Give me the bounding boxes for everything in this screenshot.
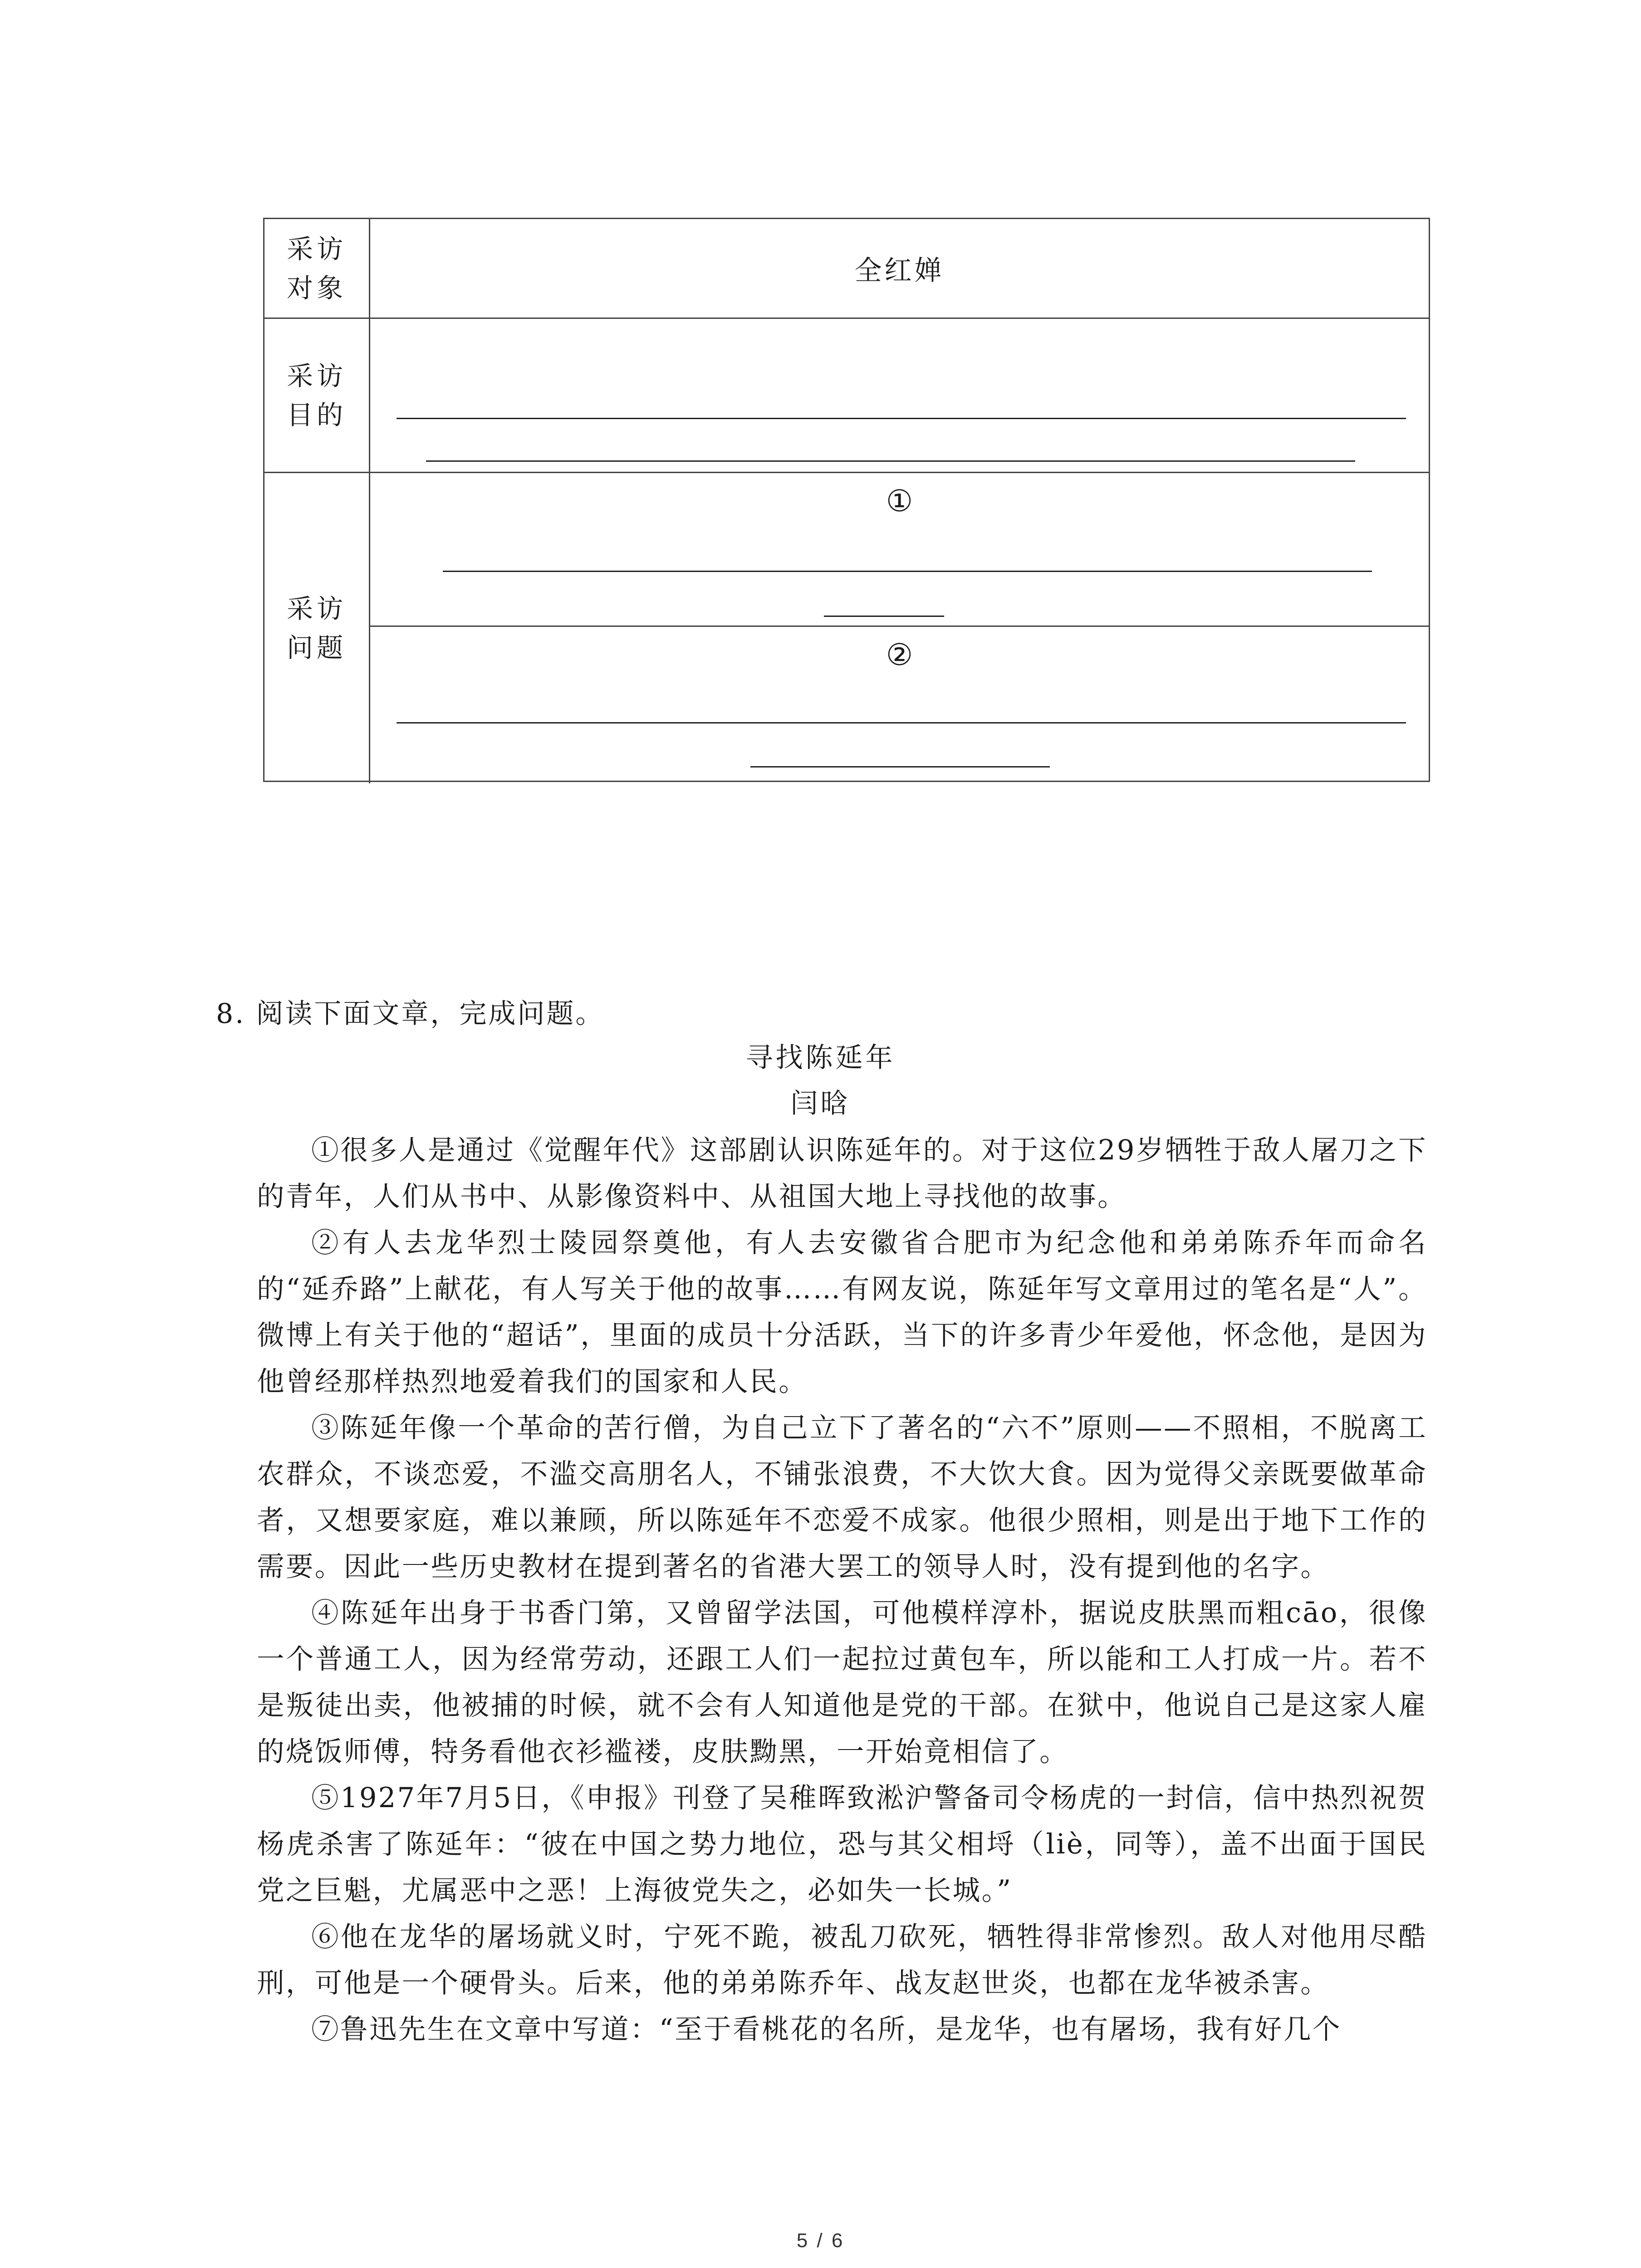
question-number-2: ②	[886, 637, 913, 672]
article-paragraph-1: ①很多人是通过《觉醒年代》这部剧认识陈延年的。对于这位29岁牺牲于敌人屠刀之下的青年，人们从书中、从影像资料中、从祖国大地上寻找他的故事。	[257, 1134, 1427, 1212]
label-cell	[265, 473, 370, 783]
article-title: 寻找陈延年	[745, 1042, 896, 1074]
answer-blank-line[interactable]	[824, 616, 944, 617]
article-paragraph-6: ⑥他在龙华的屠场就义时，宁死不跪，被乱刀砍死，牺牲得非常惨烈。敌人对他用尽酷刑，可他是一个硬骨头。后来，他的弟弟陈乔年、战友赵世炎，也都在龙华被杀害。	[257, 1921, 1427, 1999]
label-cell	[265, 319, 370, 472]
question-1-answer-area[interactable]	[370, 473, 1429, 626]
answer-blank-line[interactable]	[397, 418, 1406, 419]
article-paragraph-2: ②有人去龙华烈士陵园祭奠他，有人去安徽省合肥市为纪念他和弟弟陈乔年而命名的“延乔路”上献花，有人写关于他的故事……有网友说，陈延年写文章用过的笔名是“人”。微博上有关于他的“超话”，里面的成员十分活跃，当下的许多青少年爱他，怀念他，是因为他曾经那样热烈地爱着我们的国家和人民。	[257, 1227, 1427, 1398]
answer-blank-line[interactable]	[397, 722, 1406, 723]
answer-blank-line[interactable]	[426, 460, 1355, 462]
article-paragraph-4: ④陈延年出身于书香门第，又曾留学法国，可他模样淳朴，据说皮肤黑而粗cāo，很像一个普通工人，因为经常劳动，还跟工人们一起拉过黄包车，所以能和工人打成一片。若不是叛徒出卖，他被捕的时候，就不会有人知道他是党的干部。在狱中，他说自己是这家人雇的烧饭师傅，特务看他衣衫褴褛，皮肤黝黑，一开始竟相信了。	[257, 1597, 1427, 1768]
question-heading: 8. 阅读下面文章，完成问题。	[216, 998, 605, 1030]
page-number: 5 / 6	[796, 2229, 845, 2252]
row-label-purpose: 采访目的	[286, 360, 347, 430]
question-number-1: ①	[886, 484, 913, 518]
article-author: 闫晗	[790, 1088, 851, 1119]
question-2-answer-area[interactable]	[370, 627, 1429, 783]
row-label-interviewee: 采访对象	[286, 233, 347, 303]
article-paragraph-3: ③陈延年像一个革命的苦行僧，为自己立下了著名的“六不”原则——不照相，不脱离工农群众，不谈恋爱，不滥交高朋名人，不铺张浪费，不大饮大食。因为觉得父亲既要做革命者，又想要家庭，难以兼顾，所以陈延年不恋爱不成家。他很少照相，则是出于地下工作的需要。因此一些历史教材在提到著名的省港大罢工的领导人时，没有提到他的名字。	[257, 1412, 1427, 1583]
row-label-questions: 采访问题	[286, 593, 347, 663]
value-cell	[370, 219, 1429, 318]
article-paragraph-7: ⑦鲁迅先生在文章中写道：“至于看桃花的名所，是龙华，也有屠场，我有好几个	[311, 2014, 1342, 2045]
article-paragraph-5: ⑤1927年7月5日，《申报》刊登了吴稚晖致淞沪警备司令杨虎的一封信，信中热烈祝贺杨虎杀害了陈延年：“彼在中国之势力地位，恐与其父相埒（liè，同等），盖不出面于国民党之巨魁，尤属恶中之恶！上海彼党失之，必如失一长城。”	[257, 1782, 1427, 1906]
answer-blank-line[interactable]	[443, 571, 1372, 572]
table-row-interviewee	[265, 219, 1429, 319]
answer-blank-line[interactable]	[750, 766, 1050, 767]
article-body	[257, 1127, 1427, 2053]
purpose-answer-area[interactable]	[370, 319, 1429, 472]
interviewee-name: 全红婵	[854, 254, 945, 287]
label-cell	[265, 219, 370, 318]
interview-table	[263, 218, 1430, 782]
table-row-purpose	[265, 319, 1429, 473]
table-row-questions	[265, 473, 1429, 783]
